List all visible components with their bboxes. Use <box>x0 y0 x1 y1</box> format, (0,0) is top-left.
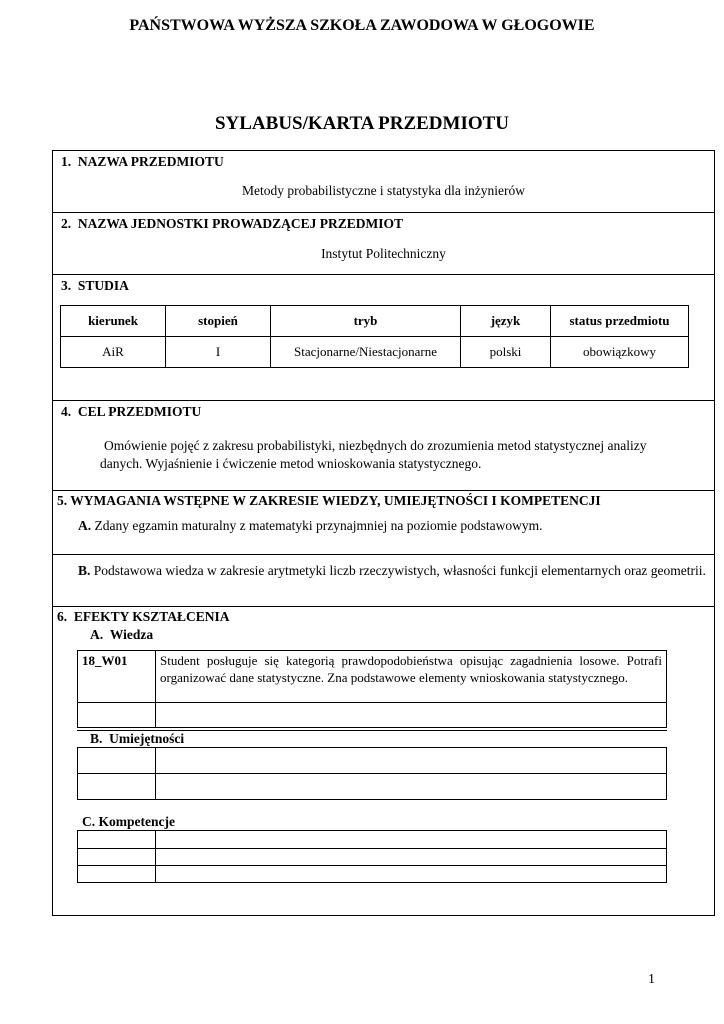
table-cell: obowiązkowy <box>551 337 689 368</box>
knowledge-table <box>77 650 667 728</box>
outcome-code: 18_W01 <box>78 651 156 703</box>
column-header: status przedmiotu <box>551 306 689 337</box>
column-header: tryb <box>271 306 461 337</box>
section-3-number: 3. <box>61 278 72 293</box>
section-6-number: 6. <box>57 609 68 624</box>
section-outcomes <box>52 606 715 916</box>
skills-title: Umiejętności <box>109 731 185 746</box>
section-4-title: CEL PRZEDMIOTU <box>77 404 202 419</box>
table-cell <box>156 774 667 800</box>
requirement-a-text: Zdany egzamin maturalny z matematyki przynajmniej na poziomie podstawowym. <box>94 518 543 533</box>
table-row <box>78 748 667 774</box>
requirement-b-text: Podstawowa wiedza w zakresie arytmetyki liczb rzeczywistych, własności funkcji elementarnych oraz geometrii. <box>93 563 706 578</box>
section-studies <box>52 274 715 401</box>
section-4-number: 4. <box>61 404 72 419</box>
table-cell: polski <box>461 337 551 368</box>
divider <box>53 554 714 555</box>
column-header: stopień <box>166 306 271 337</box>
table-cell <box>78 748 156 774</box>
outcome-description: Student posługuje się kategorią prawdopodobieństwa opisując zagadnienia losowe. Potrafi organizować dane statystyczne. Zna podstawowe elementy wnioskowania statystycznego. <box>156 651 667 703</box>
knowledge-label: A. <box>90 627 104 642</box>
unit-value: Instytut Politechniczny <box>321 246 446 261</box>
section-1-number: 1. <box>61 154 72 169</box>
skills-heading <box>90 731 184 747</box>
table-cell <box>156 831 667 849</box>
skills-table <box>77 747 667 800</box>
table-cell <box>78 774 156 800</box>
table-cell <box>78 831 156 849</box>
table-row <box>78 866 667 883</box>
institution-name: PAŃSTWOWA WYŻSZA SZKOŁA ZAWODOWA W GŁOGOWIE <box>129 17 595 34</box>
knowledge-heading <box>90 627 153 643</box>
table-row <box>78 774 667 800</box>
section-1-heading <box>61 154 224 170</box>
table-row <box>78 651 667 703</box>
table-cell <box>156 849 667 866</box>
section-2-title: NAZWA JEDNOSTKI PROWADZĄCEJ PRZEDMIOT <box>77 216 404 231</box>
table-cell <box>156 866 667 883</box>
requirement-b-label: B. <box>78 563 91 578</box>
section-3-heading <box>61 278 129 294</box>
section-5-heading: 5. WYMAGANIA WSTĘPNE W ZAKRESIE WIEDZY, UMIEJĘTNOŚCI I KOMPETENCJI <box>57 493 601 508</box>
competences-table <box>77 830 667 883</box>
requirement-a-label: A. <box>78 518 92 533</box>
table-cell: I <box>166 337 271 368</box>
section-6-heading <box>57 609 230 625</box>
section-4-heading <box>61 404 201 420</box>
table-cell <box>156 748 667 774</box>
section-2-heading <box>61 216 403 232</box>
studies-header-row <box>61 306 689 337</box>
table-cell: Stacjonarne/Niestacjonarne <box>271 337 461 368</box>
competences-heading: C. Kompetencje <box>82 814 175 829</box>
table-cell <box>156 703 667 728</box>
table-row <box>78 831 667 849</box>
table-row <box>78 703 667 728</box>
section-6-title: EFEKTY KSZTAŁCENIA <box>73 609 230 624</box>
section-3-title: STUDIA <box>77 278 129 293</box>
requirement-b <box>78 562 712 579</box>
subject-name-value: Metody probabilistyczne i statystyka dla inżynierów <box>241 183 526 198</box>
table-cell: AiR <box>61 337 166 368</box>
section-subject-name <box>52 150 715 213</box>
page-number: 1 <box>648 972 655 987</box>
section-unit <box>52 212 715 275</box>
skills-label: B. <box>90 731 103 746</box>
studies-table <box>60 305 689 368</box>
table-cell <box>78 703 156 728</box>
section-goal <box>52 400 715 491</box>
section-1-title: NAZWA PRZEDMIOTU <box>77 154 224 169</box>
table-cell <box>78 849 156 866</box>
requirement-a <box>78 518 543 534</box>
studies-value-row <box>61 337 689 368</box>
document-title: SYLABUS/KARTA PRZEDMIOTU <box>214 113 510 134</box>
column-header: kierunek <box>61 306 166 337</box>
section-requirements <box>52 490 715 607</box>
section-2-number: 2. <box>61 216 72 231</box>
goal-text: Omówienie pojęć z zakresu probabilistyki, niezbędnych do zrozumienia metod statystycznej analizy danych. Wyjaśnienie i ćwiczenie metod wnioskowania statystycznego. <box>100 438 647 471</box>
column-header: język <box>461 306 551 337</box>
table-cell <box>78 866 156 883</box>
knowledge-title: Wiedza <box>109 627 154 642</box>
table-row <box>78 849 667 866</box>
